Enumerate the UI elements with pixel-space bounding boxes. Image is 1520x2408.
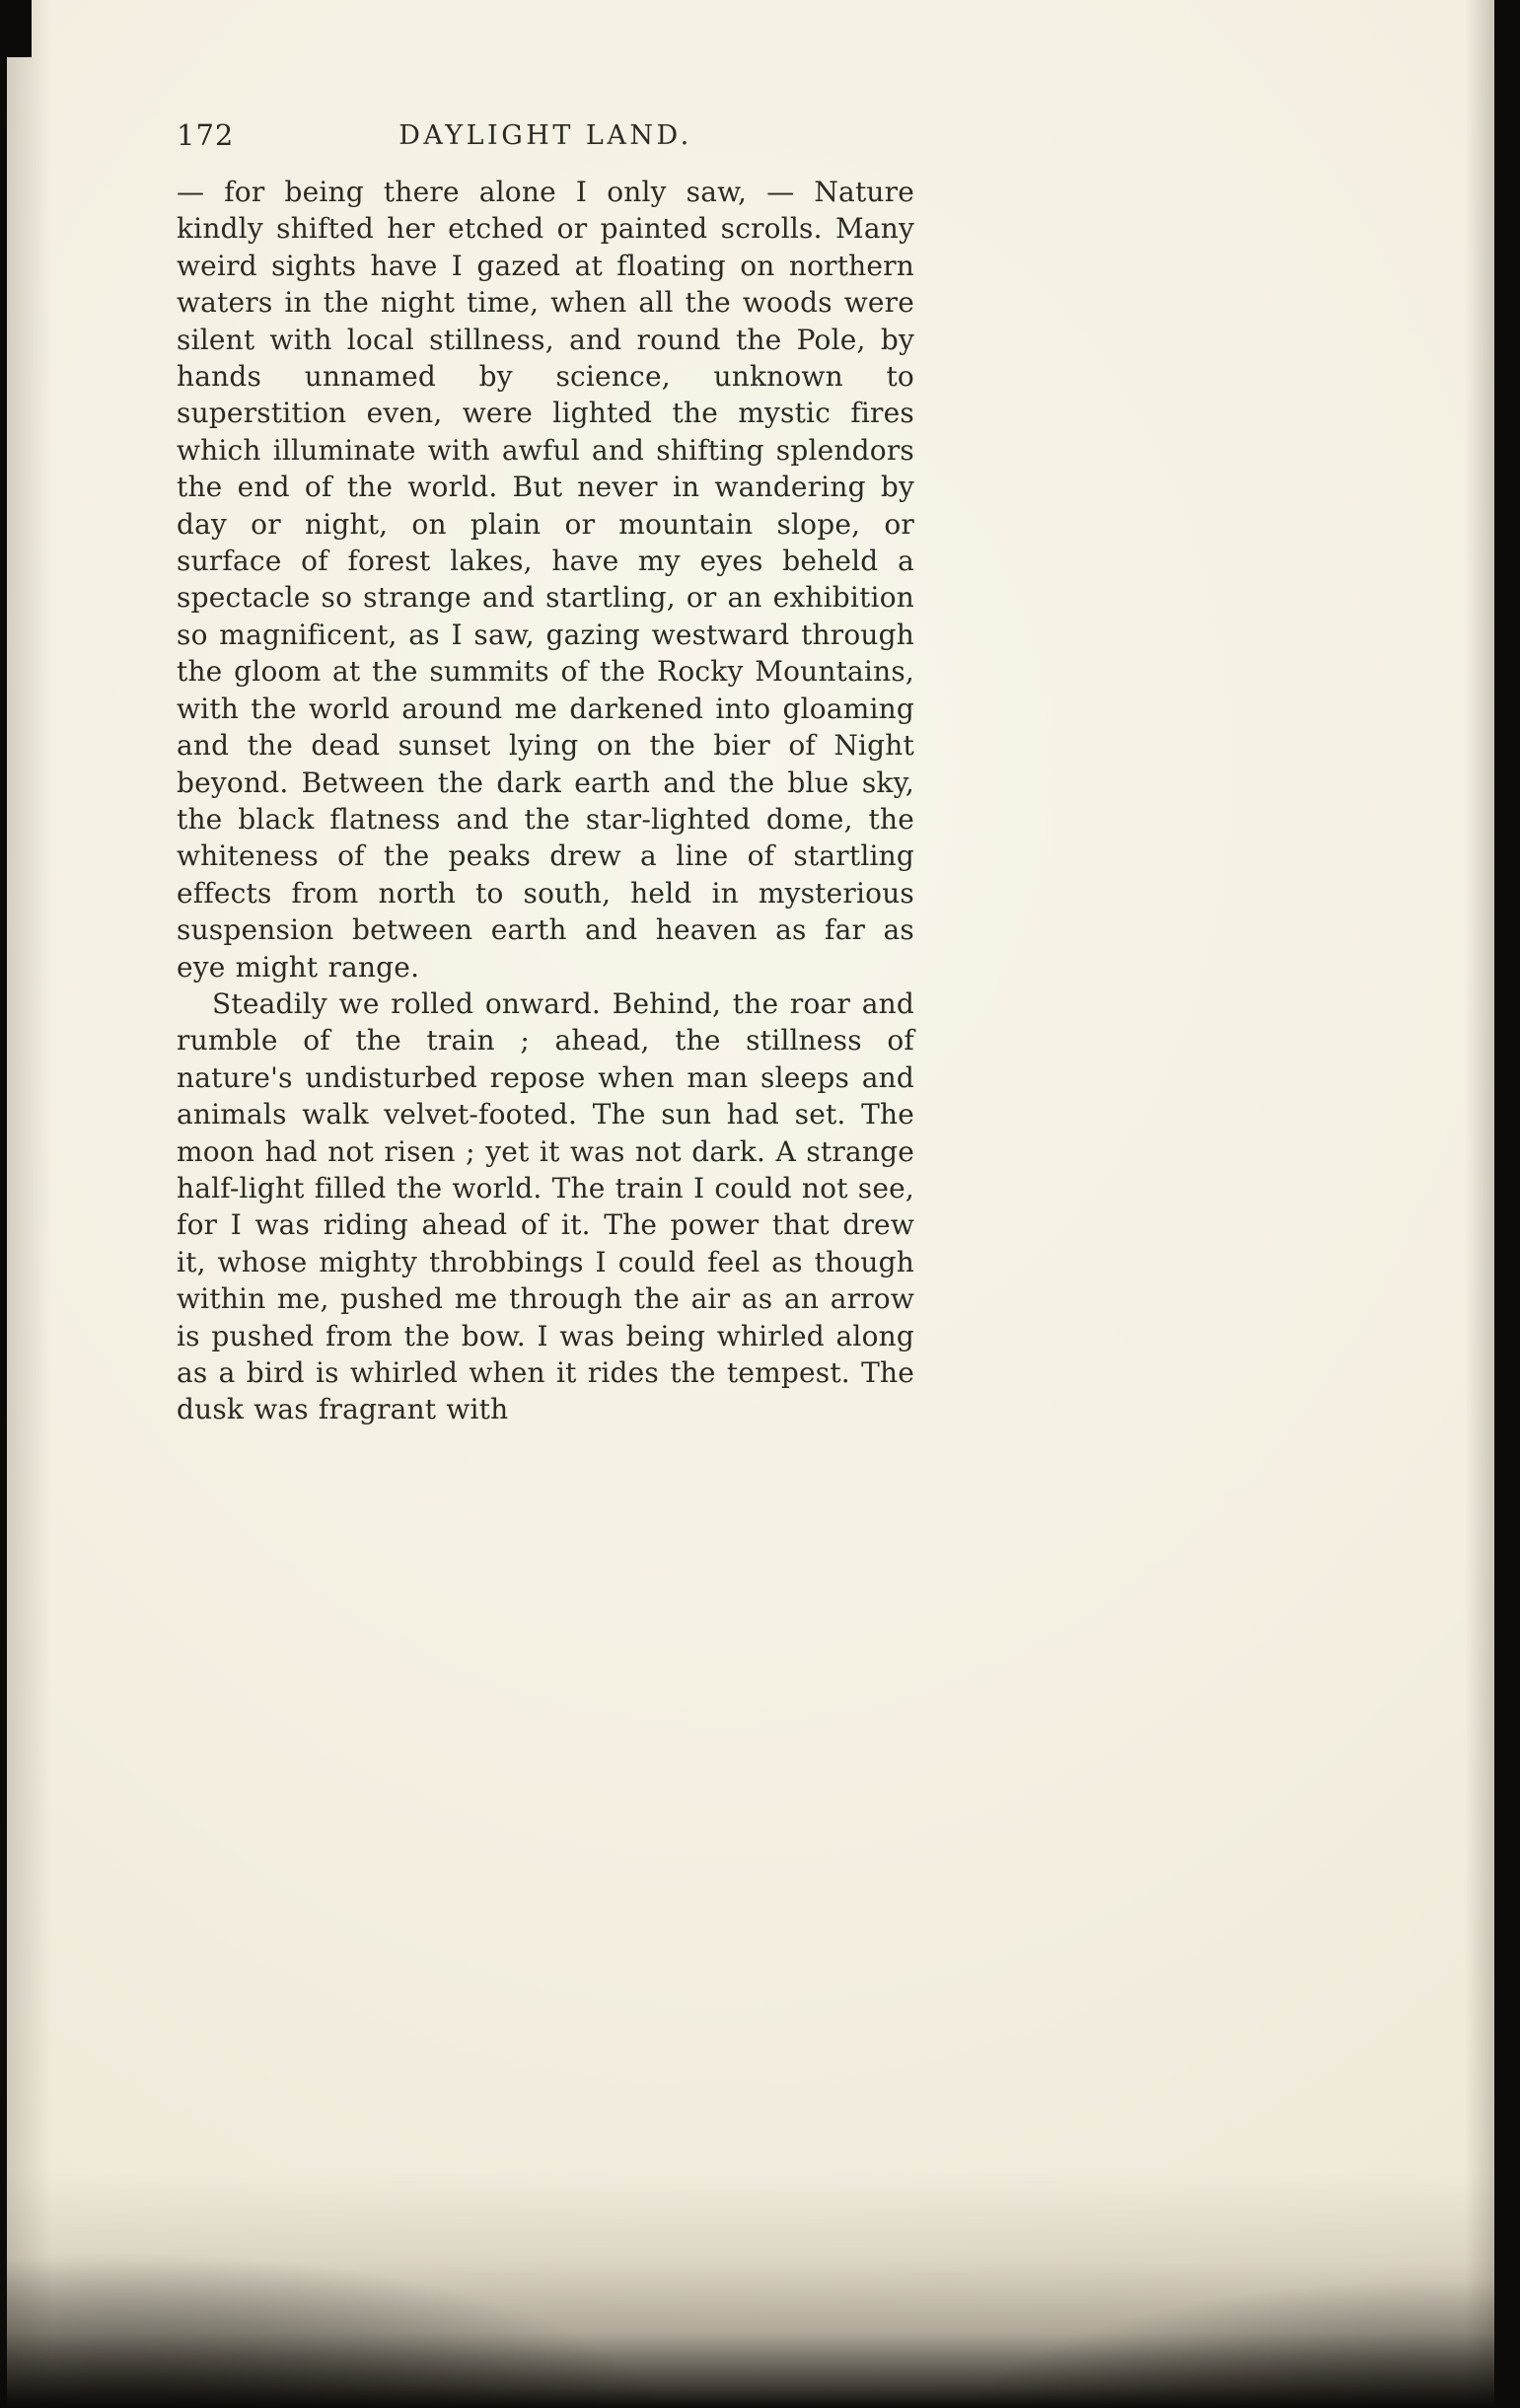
page-header	[177, 116, 914, 158]
text-block	[177, 174, 914, 1428]
scan-bottom-shadow	[7, 2171, 1494, 2408]
paragraph-2: Steadily we rolled onward. Behind, the roar and rumble of the train ; ahead, the stillness of nature's undisturbed repose when man sleeps and animals walk velvet-footed. The sun had set. The moon had not risen ; yet it was not dark. A strange half-light filled the world. The train I could not see, for I was riding ahead of it. The power that drew it, whose mighty throbbings I could feel as though within me, pushed me through the air as an arrow is pushed from the bow. I was being whirled along as a bird is whirled when it rides the tempest. The dusk was fragrant with	[177, 986, 914, 1426]
right-edge-shade	[1465, 0, 1494, 2408]
gutter-shadow	[7, 0, 52, 2408]
page	[7, 0, 1494, 2408]
scan-corner-notch	[0, 0, 32, 57]
paragraph-1: — for being there alone I only saw, — Nature kindly shifted her etched or painted scrolls. Many weird sights have I gazed at floating on northern waters in the night time, when all the woods were silent with local stillness, and round the Pole, by hands unnamed by science, unknown to superstition even, were lighted the mystic fires which illuminate with awful and shifting splendors the end of the world. But never in wandering by day or night, on plain or mountain slope, or surface of forest lakes, have my eyes beheld a spectacle so strange and startling, or an exhibition so magnificent, as I saw, gazing westward through the gloom at the summits of the Rocky Mountains, with the world around me darkened into gloaming and the dead sunset lying on the bier of Night beyond. Between the dark earth and the blue sky, the black flatness and the star-lighted dome, the whiteness of the peaks drew a line of startling effects from north to south, held in mysterious suspension between earth and heaven as far as eye might range.	[177, 176, 914, 984]
page-number: 172	[177, 118, 235, 152]
running-title: DAYLIGHT LAND.	[398, 120, 692, 151]
